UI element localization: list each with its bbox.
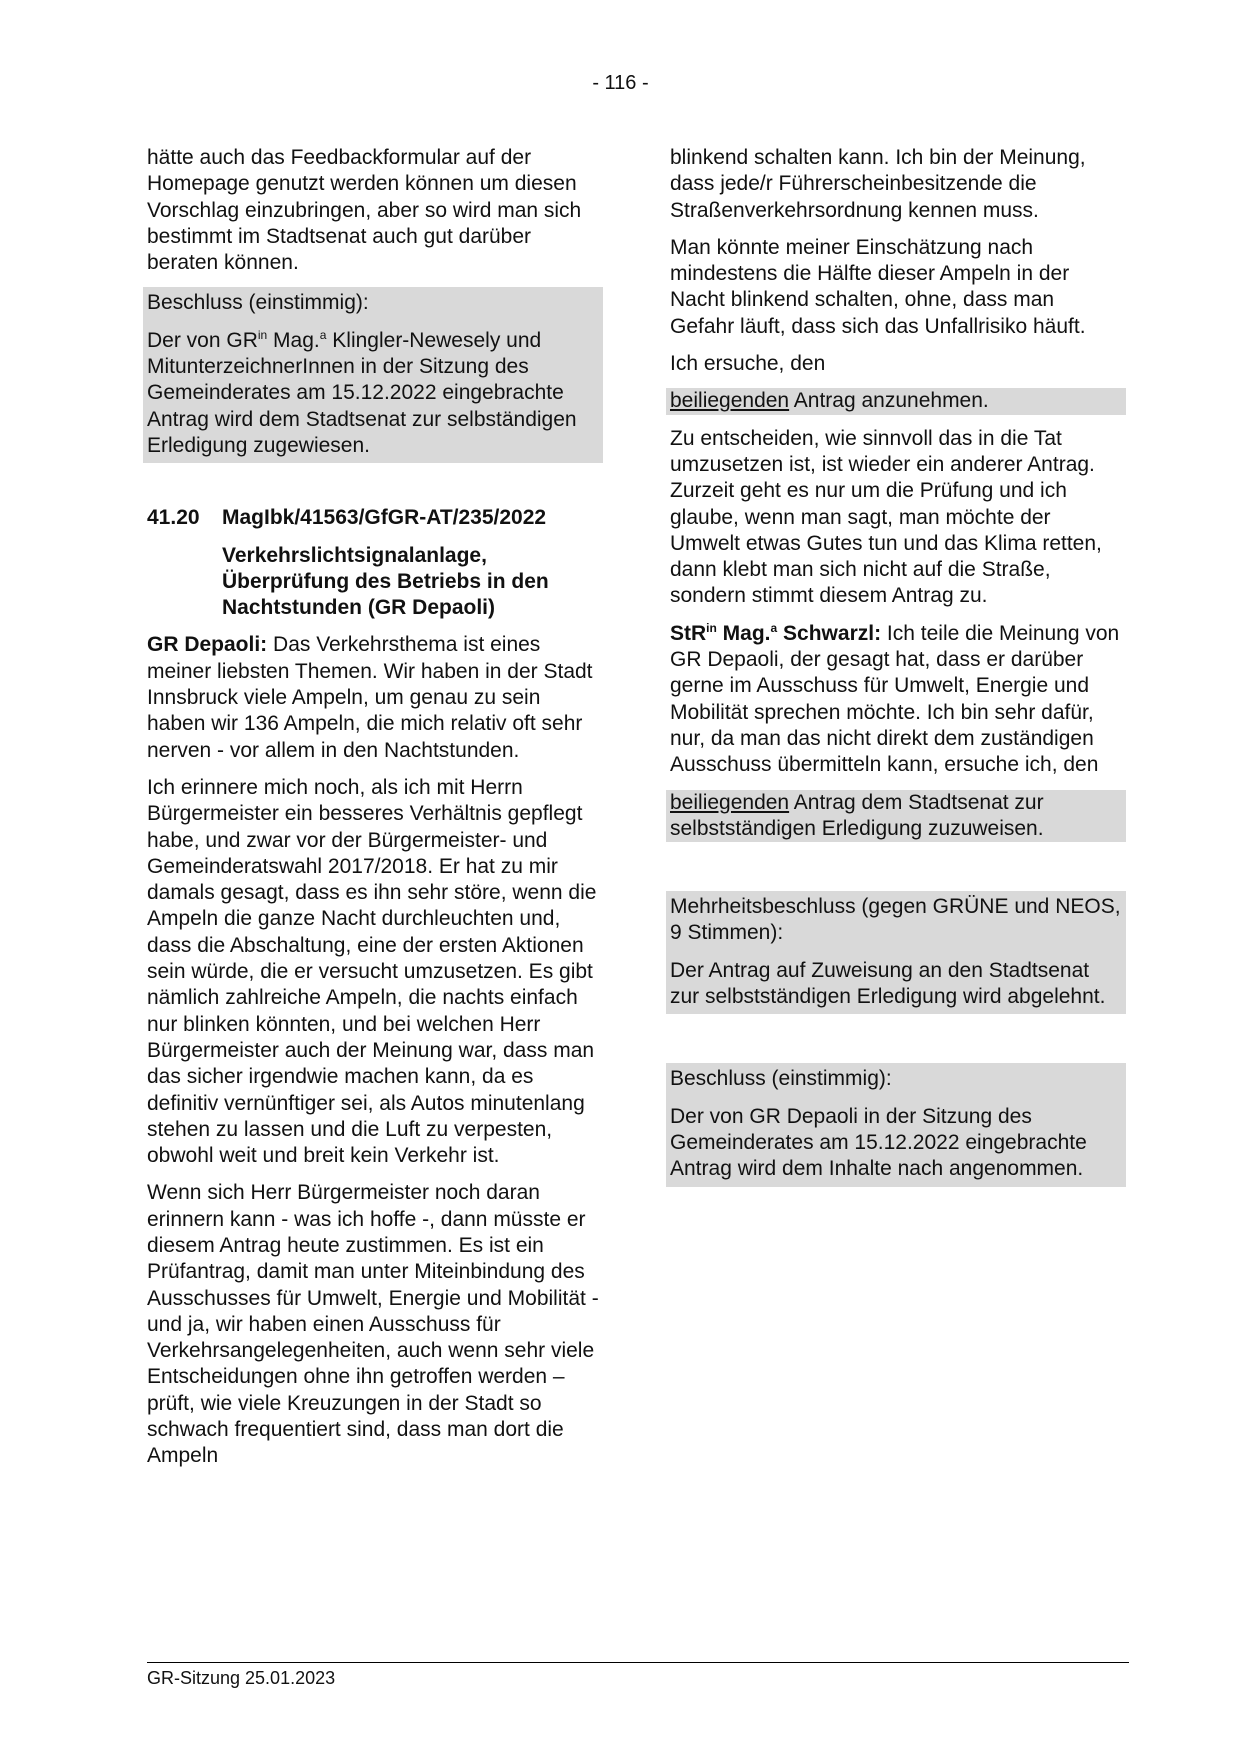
- resolution-text: Der von $GR^{in}$ Mag.$^a$ Klingler-Newesely und MitunterzeichnerInnen in der Sitzung des Gemeinderates am 15.12.2022 eingebrachte Antrag wird dem Stadtsenat zur selbständigen Erledigung zugewiesen.: [147, 327, 577, 457]
- footer-divider: [147, 1662, 1129, 1663]
- resolution-box: [666, 1063, 1126, 1186]
- right-column: [670, 145, 1122, 1198]
- resolution-text: Der Antrag auf Zuweisung an den Stadtsenat zur selbstständigen Erledigung wird abgelehnt.: [670, 958, 1106, 1009]
- majority-resolution-box: [666, 891, 1126, 1014]
- left-column: [147, 145, 599, 1481]
- motion-highlight: beiliegenden Antrag dem Stadtsenat zur selbstständigen Erledigung zuzuweisen.: [666, 790, 1126, 843]
- motion-highlight: beiliegenden Antrag anzunehmen.: [666, 388, 1126, 414]
- paragraph: Wenn sich Herr Bürgermeister noch daran erinnern kann - was ich hoffe -, dann müsste er diesem Antrag heute zustimmen. Es ist ein Prüfantrag, damit man unter Miteinbindung des Ausschusses für Umwelt, Energie und Mobilität - und ja, wir haben einen Ausschuss für Verkehrsangelegenheiten, auch wenn sehr viele Entscheidungen ohne ihn getroffen werden – prüft, wie viele Kreuzungen in der Stadt so schwach frequentiert sind, dass man dort die Ampeln: [147, 1181, 599, 1468]
- speech-paragraph: StR$^{in}$ Mag.$^a$ Schwarzl: Ich teile die Meinung von GR Depaoli, der gesagt hat, dass er darüber gerne im Ausschuss für Umwelt, Energie und Mobilität sprechen möchte. Ich bin sehr dafür, nur, da man das nicht direkt dem zuständigen Ausschuss übermitteln kann, ersuche ich, den: [670, 620, 1120, 777]
- speaker-name: StR$^{in}$ Mag.$^a$ Schwarzl:: [670, 620, 882, 645]
- paragraph: Ich erinnere mich noch, als ich mit Herrn Bürgermeister ein besseres Verhältnis gepflegt habe, und zwar vor der Bürgermeister- und Gemeinderatswahl 2017/2018. Er hat zu mir damals gesagt, dass es ihn sehr störe, wenn die Ampeln die ganze Nacht durchleuchten und, dass die Abschaltung, eine der ersten Aktionen sein würde, die er versucht umzusetzen. Es gibt nämlich zahlreiche Ampeln, die nachts einfach nur blinken könnten, und bei welchen Herr Bürgermeister auch der Meinung war, dass man das sicher irgendwie machen kann, da es definitiv vernünftiger sei, als Autos minutenlang stehen zu lassen und die Luft zu verpesten, obwohl weit und breit kein Verkehr ist.: [147, 775, 597, 1168]
- resolution-title: Beschluss (einstimmig):: [147, 291, 369, 315]
- agenda-item-reference: MagIbk/41563/GfGR-AT/235/2022: [222, 506, 547, 530]
- paragraph: Zu entscheiden, wie sinnvoll das in die Tat umzusetzen ist, ist wieder ein anderer Antrag. Zurzeit geht es nur um die Prüfung und ich glaube, wenn man sagt, man möchte der Umwelt etwas Gutes tun und das Klima retten, dann klebt man sich nicht auf die Straße, sondern stimmt diesem Antrag zu.: [670, 426, 1102, 608]
- agenda-item-number: 41.20: [147, 506, 200, 530]
- resolution-text: Der von GR Depaoli in der Sitzung des Gemeinderates am 15.12.2022 eingebrachte Antrag wird dem Inhalte nach angenommen.: [670, 1104, 1087, 1181]
- paragraph: blinkend schalten kann. Ich bin der Meinung, dass jede/r Führerscheinbesitzende die Straßenverkehrsordnung kennen muss.: [670, 146, 1086, 222]
- resolution-title: Beschluss (einstimmig):: [670, 1067, 892, 1091]
- page-number: - 116 -: [592, 72, 649, 94]
- footer-text: GR-Sitzung 25.01.2023: [147, 1668, 336, 1688]
- resolution-box: [143, 287, 603, 463]
- agenda-item-heading: [147, 505, 599, 621]
- agenda-item-title: Verkehrslichtsignalanlage, Überprüfung des Betriebs in den Nachtstunden (GR Depaoli): [222, 543, 549, 620]
- paragraph: hätte auch das Feedbackformular auf der Homepage genutzt werden können um diesen Vorschlag einzubringen, aber so wird man sich bestimmt im Stadtsenat auch gut darüber beraten können.: [147, 146, 582, 275]
- resolution-title: Mehrheitsbeschluss (gegen GRÜNE und NEOS, 9 Stimmen):: [670, 895, 1121, 945]
- paragraph: Man könnte meiner Einschätzung nach mindestens die Hälfte dieser Ampeln in der Nacht blinkend schalten, ohne, dass man Gefahr läuft, dass sich das Unfallrisiko häuft.: [670, 235, 1086, 338]
- speaker-name: GR Depaoli:: [147, 633, 268, 657]
- paragraph: Ich ersuche, den: [670, 352, 826, 376]
- speech-paragraph: GR Depaoli: Das Verkehrsthema ist eines meiner liebsten Themen. Wir haben in der Stadt Innsbruck viele Ampeln, um genau zu sein haben wir 136 Ampeln, die mich relativ oft sehr nerven - vor allem in den Nachtstunden.: [147, 633, 593, 762]
